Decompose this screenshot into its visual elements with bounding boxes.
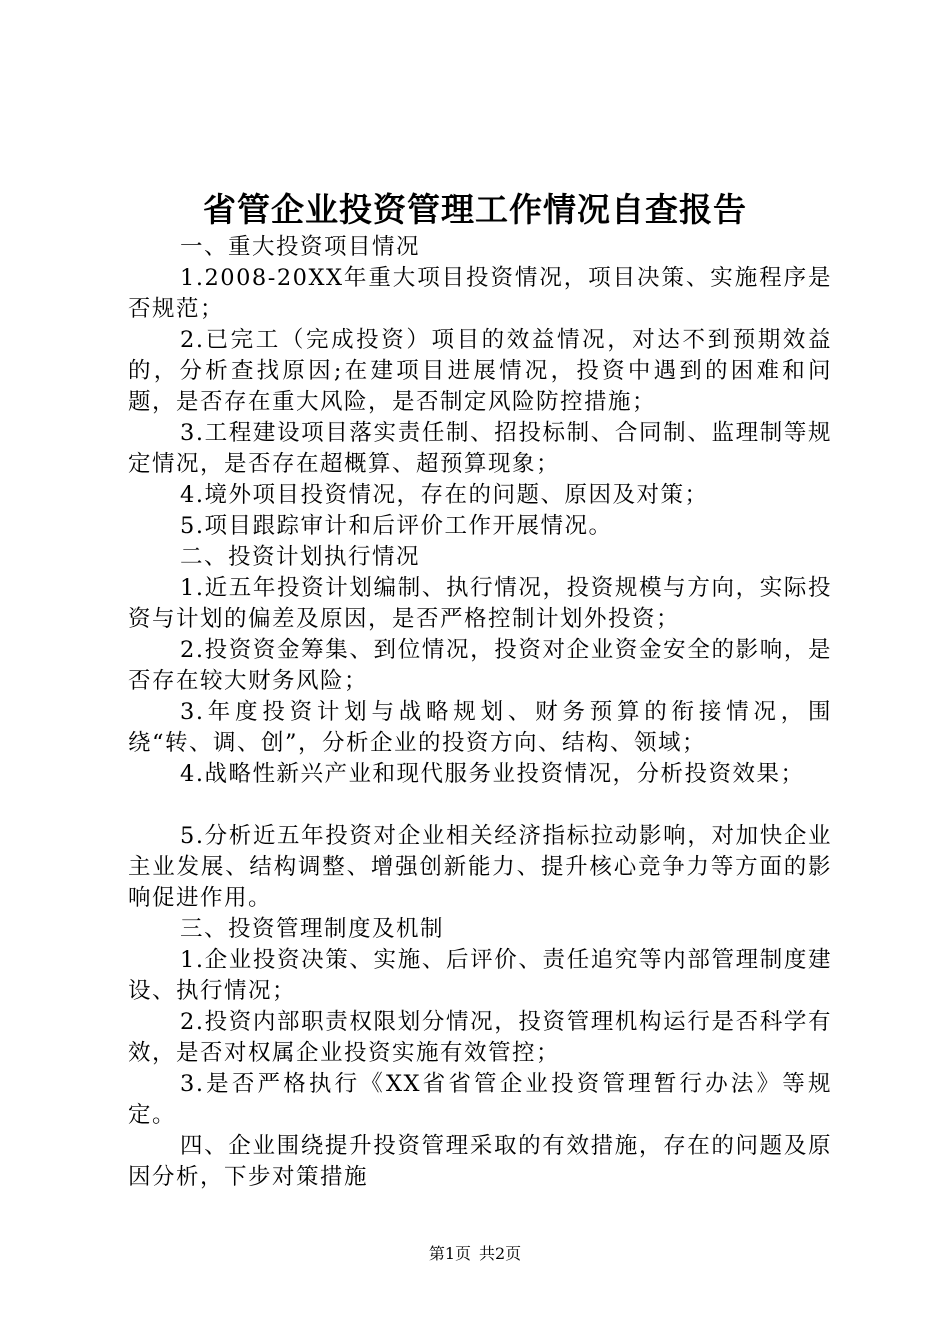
paragraph: 2.投资内部职责权限划分情况，投资管理机构运行是否科学有效，是否对权属企业投资实施有效管控；	[128, 1009, 832, 1066]
document-body	[128, 232, 832, 1193]
page-footer	[0, 1243, 950, 1265]
document-title: 省管企业投资管理工作情况自查报告	[203, 190, 747, 229]
paragraph: 3.是否严格执行《XX省省管企业投资管理暂行办法》等规定。	[128, 1071, 832, 1128]
page-number: 第1页	[428, 1244, 471, 1263]
paragraph: 4.战略性新兴产业和现代服务业投资情况，分析投资效果；	[180, 761, 805, 787]
paragraph: 5.项目跟踪审计和后评价工作开展情况。	[180, 513, 613, 539]
paragraph: 3.年度投资计划与战略规划、财务预算的衔接情况，围绕“转、调、创”，分析企业的投资方向、结构、领域；	[128, 699, 832, 756]
paragraph: 3.工程建设项目落实责任制、招投标制、合同制、监理制等规定情况，是否存在超概算、超预算现象；	[128, 420, 832, 477]
paragraph: 2.投资资金筹集、到位情况，投资对企业资金安全的影响，是否存在较大财务风险；	[128, 637, 832, 694]
paragraph: 1.近五年投资计划编制、执行情况，投资规模与方向，实际投资与计划的偏差及原因，是否严格控制计划外投资；	[128, 575, 832, 632]
section-heading: 三、投资管理制度及机制	[180, 916, 445, 942]
paragraph: 2.已完工（完成投资）项目的效益情况，对达不到预期效益的，分析查找原因;在建项目进展情况，投资中遇到的困难和问题，是否存在重大风险，是否制定风险防控措施；	[128, 327, 832, 415]
paragraph: 5.分析近五年投资对企业相关经济指标拉动影响，对加快企业主业发展、结构调整、增强创新能力、提升核心竞争力等方面的影响促进作用。	[128, 823, 832, 911]
section-heading: 一、重大投资项目情况	[180, 234, 421, 260]
paragraph: 4.境外项目投资情况，存在的问题、原因及对策；	[180, 482, 709, 508]
page-total: 共2页	[479, 1244, 522, 1263]
paragraph: 1.2008-20XX年重大项目投资情况，项目决策、实施程序是否规范；	[128, 265, 832, 322]
section-heading: 四、企业围绕提升投资管理采取的有效措施，存在的问题及原因分析，下步对策措施	[128, 1133, 832, 1190]
paragraph: 1.企业投资决策、实施、后评价、责任追究等内部管理制度建设、执行情况；	[128, 947, 832, 1004]
section-heading: 二、投资计划执行情况	[180, 544, 421, 570]
